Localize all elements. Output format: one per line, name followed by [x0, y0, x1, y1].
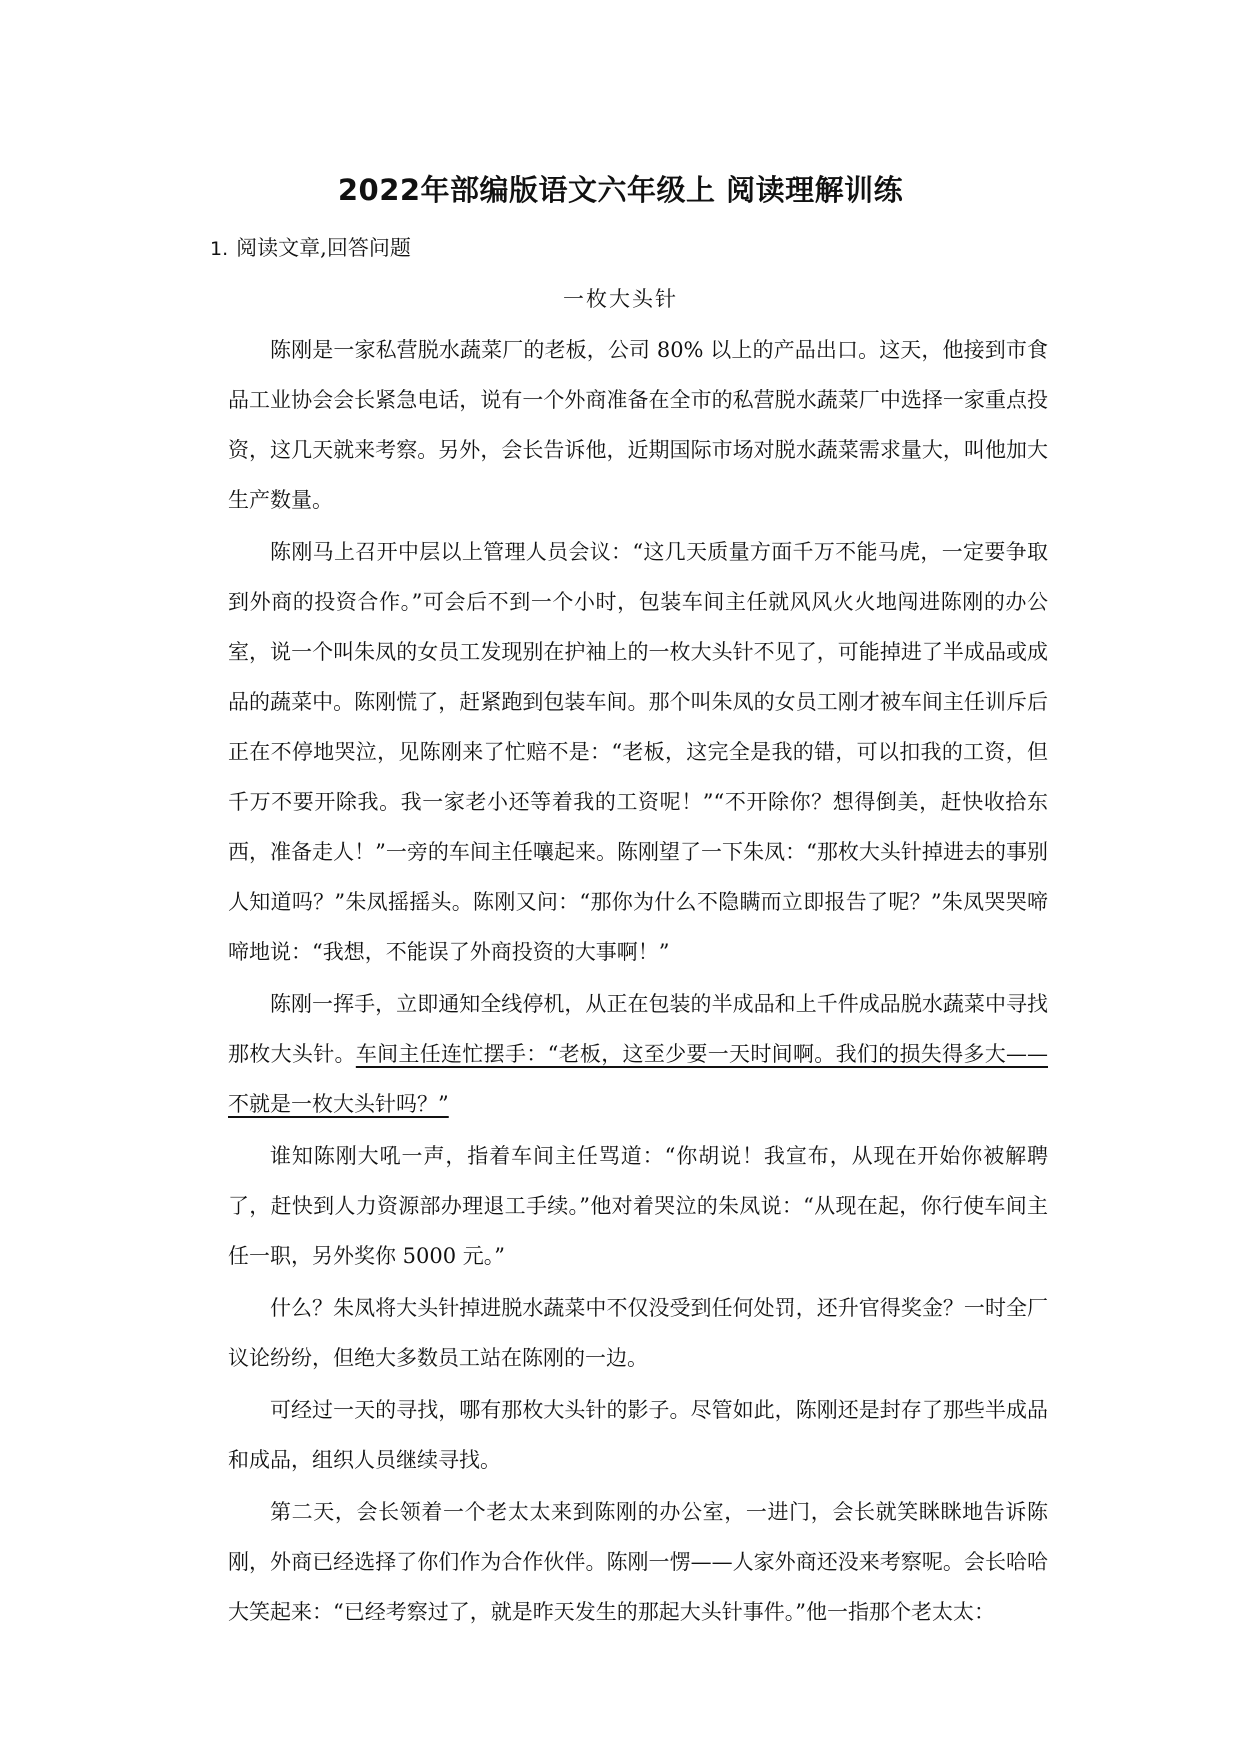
paragraph-4 — [228, 1131, 1048, 1281]
paragraph-2-text: 陈刚马上召开中层以上管理人员会议：“这几天质量方面千万不能马虎，一定要争取到外商的投资合作。”可会后不到一个小时，包装车间主任就风风火火地闯进陈刚的办公室，说一个叫朱凤的女员工发现别在护袖上的一枚大头针不见了，可能掉进了半成品或成品的蔬菜中。陈刚慌了，赶紧跑到包装车间。那个叫朱凤的女员工刚才被车间主任训斥后正在不停地哭泣，见陈刚来了忙赔不是：“老板，这完全是我的错，可以扣我的工资，但千万不要开除我。我一家老小还等着我的工资呢！”“不开除你？想得倒美，赶快收拾东西，准备走人！”一旁的车间主任嚷起来。陈刚望了一下朱凤：“那枚大头针掉进去的事别人知道吗？”朱凤摇摇头。陈刚又问：“那你为什么不隐瞒而立即报告了呢？”朱凤哭哭啼啼地说：“我想，不能误了外商投资的大事啊！” — [228, 540, 1048, 964]
paragraph-1-text: 陈刚是一家私营脱水蔬菜厂的老板，公司 80% 以上的产品出口。这天，他接到市食品工业协会会长紧急电话，说有一个外商准备在全市的私营脱水蔬菜厂中选择一家重点投资，这几天就来考察。另外，会长告诉他，近期国际市场对脱水蔬菜需求量大，叫他加大生产数量。 — [228, 338, 1048, 512]
question-prompt: 阅读文章,回答问题 — [236, 236, 411, 260]
paragraph-3-text: 陈刚一挥手，立即通知全线停机，从正在包装的半成品和上千件成品脱水蔬菜中寻找那枚大头针。 — [228, 992, 1048, 1066]
underlined-sentence: 车间主任连忙摆手：“老板，这至少要一天时间啊。我们的损失得多大——不就是一枚大头针吗？” — [228, 1042, 1048, 1116]
article-body — [228, 325, 1048, 1637]
paragraph-5-text: 什么？朱凤将大头针掉进脱水蔬菜中不仅没受到任何处罚，还升官得奖金？一时全厂议论纷纷，但绝大多数员工站在陈刚的一边。 — [228, 1296, 1048, 1370]
paragraph-3 — [228, 979, 1048, 1129]
paragraph-1 — [228, 325, 1048, 525]
document-title: 2022年部编版语文六年级上 阅读理解训练 — [337, 173, 904, 207]
paragraph-4-text: 谁知陈刚大吼一声，指着车间主任骂道：“你胡说！我宣布，从现在开始你被解聘了，赶快到人力资源部办理退工手续。”他对着哭泣的朱凤说：“从现在起，你行使车间主任一职，另外奖你 5000 元。” — [228, 1144, 1048, 1268]
paragraph-7-text: 第二天，会长领着一个老太太来到陈刚的办公室，一进门，会长就笑眯眯地告诉陈刚，外商已经选择了你们作为合作伙伴。陈刚一愣——人家外商还没来考察呢。会长哈哈大笑起来：“已经考察过了，就是昨天发生的那起大头针事件。”他一指那个老太太： — [228, 1500, 1048, 1624]
paragraph-6 — [228, 1385, 1048, 1485]
question-number: 1. — [210, 238, 229, 260]
paragraph-7 — [228, 1487, 1048, 1637]
paragraph-5 — [228, 1283, 1048, 1383]
paragraph-6-text: 可经过一天的寻找，哪有那枚大头针的影子。尽管如此，陈刚还是封存了那些半成品和成品，组织人员继续寻找。 — [228, 1398, 1048, 1472]
article-title: 一枚大头针 — [563, 287, 678, 311]
paragraph-2 — [228, 527, 1048, 977]
question-prompt-row — [210, 232, 411, 262]
